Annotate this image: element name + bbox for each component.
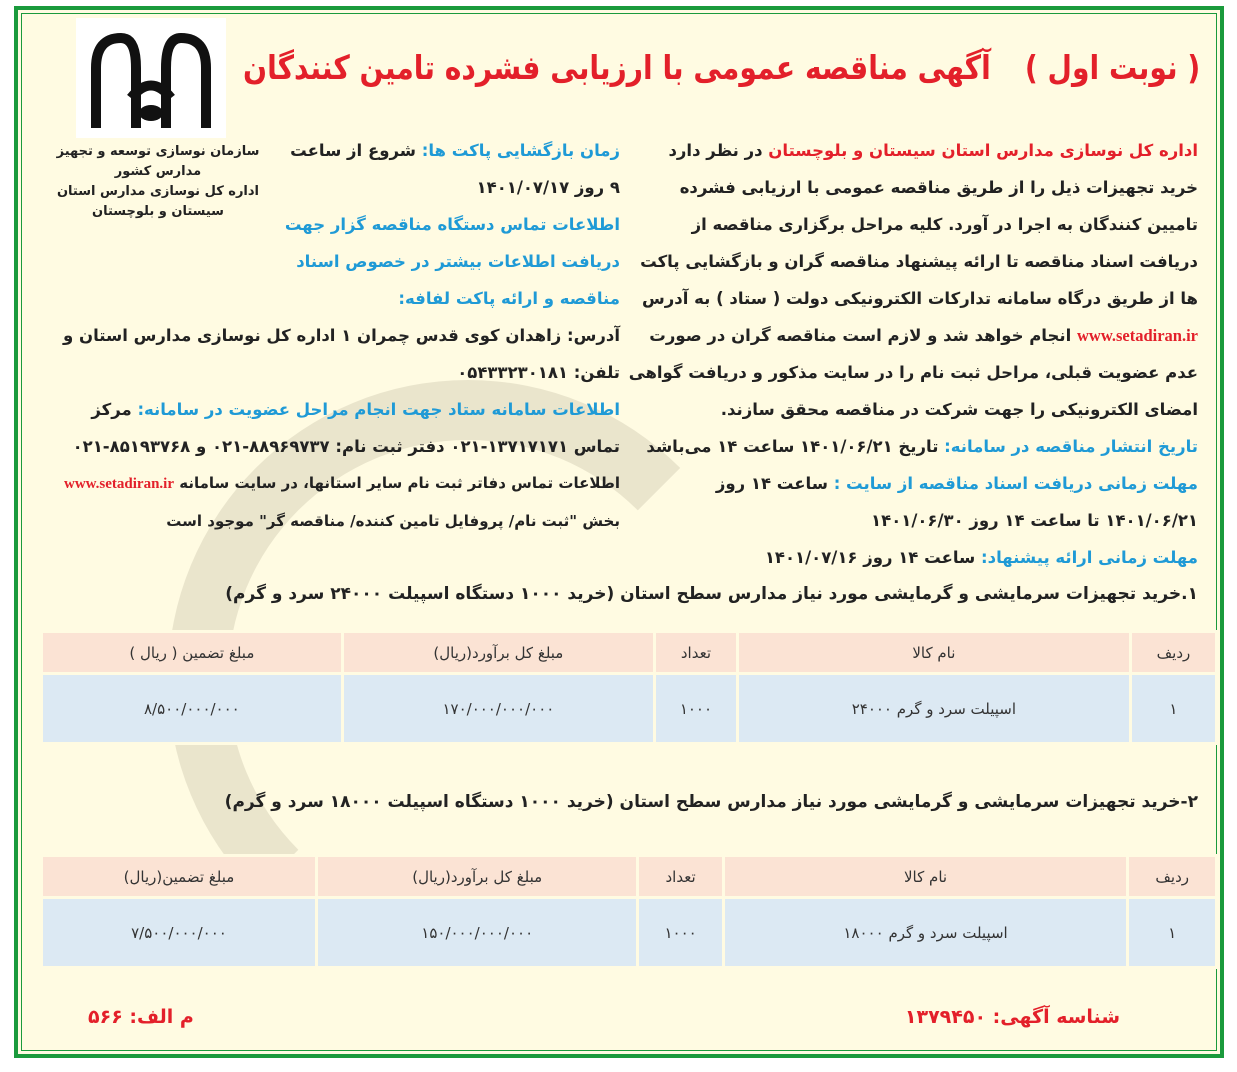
date-publish: تاریخ انتشار مناقصه در سامانه: تاریخ ۱۴۰۱/۰۶/۲۱ ساعت ۱۴ می‌باشد — [646, 437, 1198, 456]
info-column: زمان بازگشایی پاکت ها: شروع از ساعت ۹ روز ۱۴۰۱/۰۷/۱۷ — [290, 141, 620, 197]
intro-column: اداره کل نوسازی مدارس استان سیستان و بلوچستان در نظر دارد خرید تجهیزات ذیل را از طریق مناقصه عمومی با ارزیابی فشرده تامیین کنندگان به اجرا در آورد. کلیه مراحل برگزاری مناقصه از دریافت اسناد مناقصه تا ارائه پیشنهاد مناقصه گران و بازگشایی پاکت ها از طریق درگاه سامانه تدارکات الکترونیکی دولت ( ستاد ) به آدرس www.setadiran.ir انجام خواهد شد و لازم است مناقصه گران در صورت عدم عضویت قبلی، مراحل ثبت نام را در سایت مذکور و دریافت گواهی امضای الکترونیکی را جهت شرکت در مناقصه محقق سازند. تاریخ انتشار مناقصه در سامانه: تاریخ ۱۴۰۱/۰۶/۲۱ ساعت ۱۴ می‌باشد مهلت زمانی دریافت اسناد مناقصه از سایت : ساعت ۱۴ روز ۱۴۰۱/۰۶/۲۱ تا ساعت ۱۴ روز ۱۴۰۱/۰۶/۳۰ مهلت زمانی ارائه پیشنهاد: ساعت ۱۴ روز ۱۴۰۱/۰۷/۱۶ — [628, 132, 1198, 576]
turn-label: ( نوبت اول ) — [1024, 48, 1200, 87]
setad-link-2[interactable]: www.setadiran.ir — [64, 476, 175, 492]
title-text: آگهی مناقصه عمومی با ارزیابی فشرده تامین کنندگان — [242, 48, 991, 87]
items-table-2: ردیف نام کالا تعداد مبلغ کل برآورد(ریال) مبلغ تضمین(ریال) ۱ اسپیلت سرد و گرم ۱۸۰۰۰ ۱۰۰۰ ۱۵۰/۰۰۰/۰۰۰/۰۰۰ ۷/۵۰۰/۰۰۰/۰۰۰ — [40, 854, 1218, 969]
items-table-1: ردیف نام کالا تعداد مبلغ کل برآورد(ریال) مبلغ تضمین ( ریال ) ۱ اسپیلت سرد و گرم ۲۴۰۰۰ ۱۰۰۰ ۱۷۰/۰۰۰/۰۰۰/۰۰۰ ۸/۵۰۰/۰۰۰/۰۰۰ — [40, 630, 1218, 745]
table-row: ۱ اسپیلت سرد و گرم ۱۸۰۰۰ ۱۰۰۰ ۱۵۰/۰۰۰/۰۰۰/۰۰۰ ۷/۵۰۰/۰۰۰/۰۰۰ — [42, 898, 1217, 968]
section-2-title: ۲-خرید تجهیزات سرمایشی و گرمایشی مورد نیاز مدارس سطح استان (خرید ۱۰۰۰ دستگاه اسپیلت ۱۸۰۰۰ سرد و گرم) — [224, 792, 1198, 812]
ad-title — [243, 48, 1200, 87]
contact-column: اطلاعات تماس دستگاه مناقصه گزار جهت دریافت اطلاعات بیشتر در خصوص اسناد مناقصه و ارائه پاکت لفافه: آدرس: زاهدان کوی قدس چمران ۱ اداره کل نوسازی مدارس استان و تلفن: ۰۵۴۳۳۲۳۰۱۸۱ اطلاعات سامانه ستاد جهت انجام مراحل عضویت در سامانه: مرکز تماس ۱۳۷۱۷۱۷۱-۰۲۱ دفتر ثبت نام: ۸۸۹۶۹۷۳۷-۰۲۱ و ۸۵۱۹۳۷۶۸-۰۲۱ اطلاعات تماس دفاتر ثبت نام سایر استانها، در سایت سامانه www.setadiran.ir بخش "ثبت نام/ پروفایل تامین کننده/ مناقصه گر" موجود است — [63, 215, 620, 530]
ad-code: م الف: ۵۶۶ — [88, 1006, 194, 1028]
setad-link[interactable]: www.setadiran.ir — [1077, 326, 1198, 345]
section-1-title: ۱.خرید تجهیزات سرمایشی و گرمایشی مورد نیاز مدارس سطح استان (خرید ۱۰۰۰ دستگاه اسپیلت ۲۴۰۰۰ سرد و گرم) — [225, 584, 1198, 604]
date-docs: مهلت زمانی دریافت اسناد مناقصه از سایت : ساعت ۱۴ روز ۱۴۰۱/۰۶/۲۱ تا ساعت ۱۴ روز ۱۴۰۱/۰۶/۳۰ — [715, 474, 1198, 530]
ad-frame — [14, 6, 1224, 1058]
date-submit: مهلت زمانی ارائه پیشنهاد: ساعت ۱۴ روز ۱۴۰۱/۰۷/۱۶ — [764, 548, 1198, 567]
ad-id: شناسه آگهی: ۱۳۷۹۴۵۰ — [904, 1006, 1120, 1028]
table-row: ۱ اسپیلت سرد و گرم ۲۴۰۰۰ ۱۰۰۰ ۱۷۰/۰۰۰/۰۰۰/۰۰۰ ۸/۵۰۰/۰۰۰/۰۰۰ — [42, 674, 1217, 744]
logo-caption: سازمان نوسازی توسعه و تجهیز مدارس کشور اداره کل نوسازی مدارس استان سیستان و بلوچستان — [56, 144, 260, 219]
